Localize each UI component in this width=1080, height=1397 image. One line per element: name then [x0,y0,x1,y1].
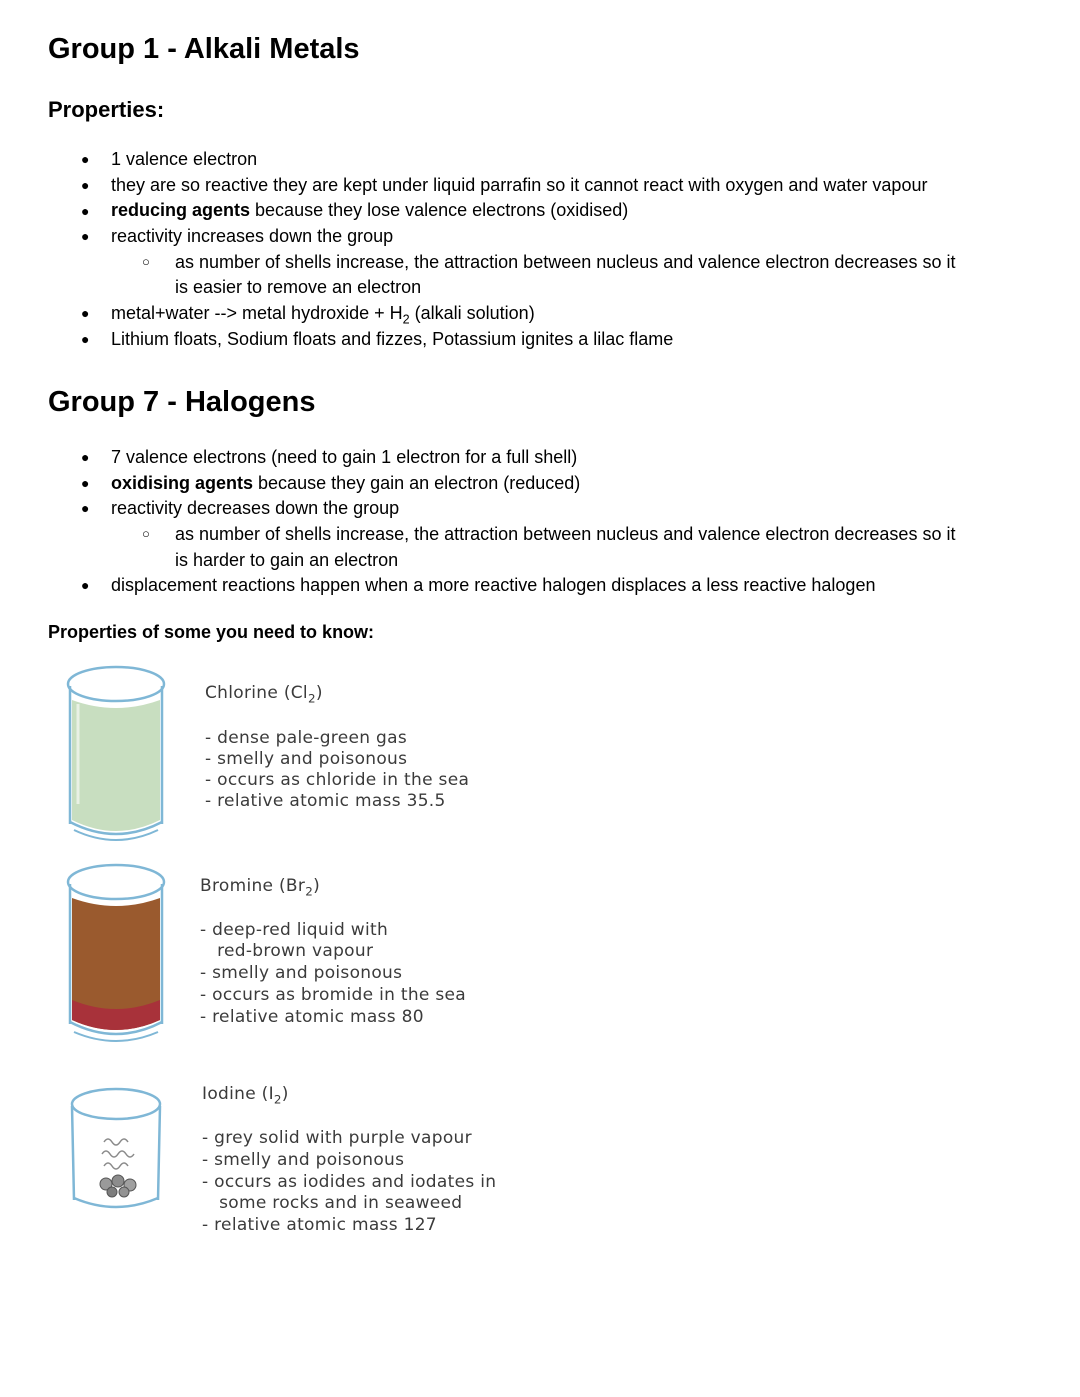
bullet-icon: ● [81,475,90,491]
chlorine-jar-illustration [64,664,168,850]
group7-sub-bullet-line1: as number of shells increase, the attraction between nucleus and valence electron decreases so it [175,524,956,544]
hollow-bullet-icon: ○ [142,526,150,541]
group1-bullet-2: they are so reactive they are kept under liquid parrafin so it cannot react with oxygen and water vapour [111,175,928,195]
bromine-line-5: - relative atomic mass 80 [200,1007,424,1027]
chlorine-gas-fill [72,700,160,831]
chlorine-title: Chlorine $(Cl_2)$ [205,683,323,706]
group1-bullet-4: reactivity increases down the group [111,226,394,246]
iodine-line-1: - grey solid with purple vapour [202,1128,472,1148]
group1-bullet-3: reducing agents because they lose valence electrons (oxidised) [111,200,629,220]
bullet-icon: ● [81,305,90,321]
bromine-title: Bromine $(Br_2)$ [200,876,320,899]
bullet-icon: ● [81,577,90,593]
bromine-line-1: - deep-red liquid with [200,920,389,940]
group1-bullet-1: 1 valence electron [111,149,258,169]
iodine-title: Iodine $(I_2)$ [202,1084,289,1107]
hollow-bullet-icon: ○ [142,254,150,269]
group7-bullet-4: displacement reactions happen when a more reactive halogen displaces a less reactive halogen [111,575,876,595]
iodine-jar-illustration [64,1082,168,1222]
bromine-line-3: - smelly and poisonous [200,963,403,983]
bullet-icon: ● [81,203,90,219]
bromine-jar-illustration [64,860,168,1052]
group7-title: Group 7 - Halogens [48,386,316,418]
group7-bullet-1: 7 valence electrons (need to gain 1 electron for a full shell) [111,447,578,467]
know-heading: Properties of some you need to know: [48,622,375,642]
iodine-line-5: - relative atomic mass 127 [202,1215,437,1235]
chlorine-line-4: - relative atomic mass 35.5 [205,791,446,811]
bromine-line-2: red-brown vapour [200,941,374,961]
bullet-icon: ● [81,151,90,167]
bold-term: reducing agents [111,200,251,220]
bullet-icon: ● [81,331,90,347]
chlorine-line-1: - dense pale-green gas [205,728,407,748]
group1-sub-bullet-line1: as number of shells increase, the attraction between nucleus and valence electron decreases so it [175,252,956,272]
bullet-icon: ● [81,449,90,465]
iodine-line-4: some rocks and in seaweed [202,1193,463,1213]
group7-bullet-3: reactivity decreases down the group [111,498,400,518]
chlorine-line-3: - occurs as chloride in the sea [205,770,470,790]
bullet-icon: ● [81,177,90,193]
group1-sub-bullet-line2: is easier to remove an electron [175,277,422,297]
group1-bullet-5: metal+water --> metal hydroxide + $H_2$ (alkali solution) [111,303,535,327]
bullet-icon: ● [81,500,90,516]
group1-bullet-6: Lithium floats, Sodium floats and fizzes, Potassium ignites a lilac flame [111,329,674,349]
bold-term: oxidising agents [111,473,254,493]
iodine-line-3: - occurs as iodides and iodates in [202,1172,497,1192]
chlorine-line-2: - smelly and poisonous [205,749,408,769]
group1-properties-heading: Properties: [48,97,165,122]
group7-sub-bullet-line2: is harder to gain an electron [175,550,399,570]
bromine-line-4: - occurs as bromide in the sea [200,985,467,1005]
group1-title: Group 1 - Alkali Metals [48,33,360,65]
bullet-icon: ● [81,228,90,244]
group7-bullet-2: oxidising agents because they gain an electron (reduced) [111,473,581,493]
iodine-line-2: - smelly and poisonous [202,1150,405,1170]
